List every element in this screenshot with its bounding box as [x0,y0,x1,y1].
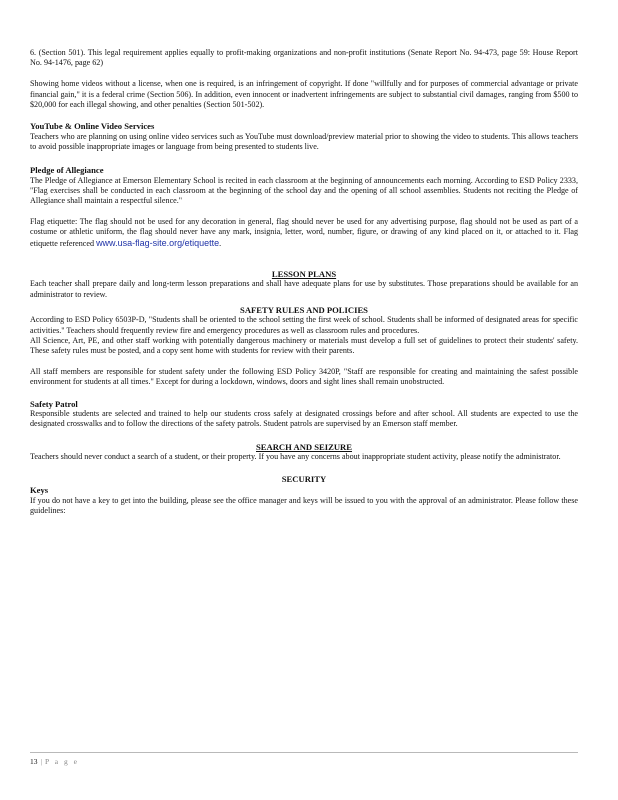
intro-paragraph-2: Showing home videos without a license, when one is required, is an infringement of copyright. If done "willfully and for purposes of commercial advantage or private financial gain," it is a federal crime (Section 506). In addition, even innocent or inadvertent infringements are subject to substantial civil damages, ranging from $500 to $20,000 for each illegal showing, and other penalties (Section 501-502). [30,79,578,109]
flag-etiquette-link[interactable]: www.usa-flag-site.org/etiquette [96,237,220,248]
youtube-heading: YouTube & Online Video Services [30,121,155,132]
pledge-paragraph-1: The Pledge of Allegiance at Emerson Elementary School is recited in each classroom at the beginning of announcements each morning. According to ESD Policy 2333, "Flag exercises shall be conducted in each classroom at the beginning of the school day and the opening of all school assemblies. Students not reciting the Pledge of Allegiance shall maintain a respectful silence." [30,175,578,206]
page-footer [30,752,578,766]
keys-paragraph: If you do not have a key to get into the building, please see the office manager and keys will be issued to you with the approval of an administrator. Please follow these guidelines: [30,495,578,515]
security-heading: SECURITY [281,474,327,485]
youtube-paragraph: Teachers who are planning on using online video services such as YouTube must download/preview material prior to showing the video to students. This allows teachers to avoid possible inappropriate images or language from being presented to students live. [30,131,578,151]
keys-subheading: Keys [30,485,49,496]
safety-rules-heading: SAFETY RULES AND POLICIES [240,304,368,315]
page-label: P a g e [45,757,79,766]
safety-paragraph-1: According to ESD Policy 6503P-D, "Students shall be oriented to the school setting the first week of school. Students shall be informed of designated areas for specific activities." Teachers should frequently review fire and emergency procedures as well as classroom rules and procedures. [30,315,578,335]
lesson-plans-paragraph: Each teacher shall prepare daily and long-term lesson preparations and shall have adequate plans for use by substitutes. Those preparations should be available for an administrator to review. [30,279,578,299]
document-page [30,48,578,516]
footer-separator: | [40,757,43,766]
page-number: 13 [30,757,38,766]
flag-etiquette-paragraph [30,217,578,249]
flag-etiquette-text: Flag etiquette: The flag should not be used for any decoration in general, flag should never be used for any advertising purpose, flag should not be used as part of a costume or athletic uniform, the flag should never have any mark, insignia, letter, word, number, figure, or drawing of any kind placed on it, or attached to it. Flag etiquette referenced [30,217,578,248]
lesson-plans-heading: LESSON PLANS [271,268,337,279]
pledge-heading: Pledge of Allegiance [30,165,104,176]
safety-paragraph-3: All staff members are responsible for student safety under the following ESD Policy 3420P, "Staff are responsible for creating and maintaining the safest possible environment for students at all times." Except for during a lockdown, windows, doors and sight lines shall remain unobstructed. [30,367,578,387]
safety-patrol-paragraph: Responsible students are selected and trained to help our students cross safely at designated crossings before and after school. All students are expected to use the designated crosswalks and to follow the directions of the safety patrols. Student patrols are supervised by an Emerson staff member. [30,409,578,429]
safety-paragraph-2: All Science, Art, PE, and other staff working with potentially dangerous machinery or materials must develop a full set of guidelines to protect their students' safety. These safety rules must be posted, and a copy sent home with students for review with their parents. [30,335,578,356]
safety-patrol-heading: Safety Patrol [30,398,78,409]
search-seizure-paragraph: Teachers should never conduct a search of a student, or their property. If you have any concerns about inappropriate student activity, please notify the administrator. [30,452,561,462]
flag-etiquette-end: . [219,238,222,248]
intro-paragraph-1: 6. (Section 501). This legal requirement applies equally to profit-making organizations and non-profit institutions (Senate Report No. 94-473, page 59: House Report No. 94-1476, page 62) [30,48,578,68]
search-seizure-heading: SEARCH AND SEIZURE [256,441,352,452]
